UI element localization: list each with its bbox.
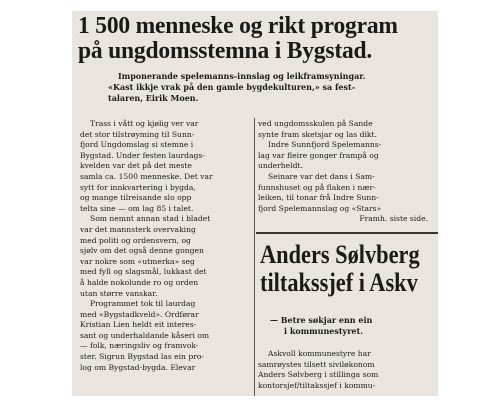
article-signature: Framh. siste side. <box>359 214 428 224</box>
body-line: sytt for innkvartering i bygda, <box>80 182 196 192</box>
headline-line: tiltakssjef i Askv <box>260 268 418 297</box>
deck-line: i kommunestyret. <box>284 326 363 336</box>
second-article-column <box>258 349 436 391</box>
article-deck <box>108 71 434 104</box>
body-line: Kristian Lien heldt eit interes- <box>80 320 197 330</box>
body-line: sjølv om det også denne gongen <box>80 246 204 256</box>
body-line: og mange tilreisande slo opp <box>80 193 192 203</box>
headline-line: Anders Sølvberg <box>260 240 420 269</box>
body-line: ster. Sigrun Bygstad las ein pro- <box>80 352 204 362</box>
deck-line: Imponerande spelemanns-innslag og leikframsyningar. <box>118 71 366 81</box>
deck-line: «Kast ikkje vrak på den gamle bygdekulturen,» sa fest- <box>108 82 356 92</box>
body-line: telta sine — om lag 85 i talet. <box>80 203 194 213</box>
right-column <box>258 119 436 225</box>
deck-line: talaren, Eirik Moen. <box>108 93 199 103</box>
body-line: kontorsjef/tiltakssjef i kommu- <box>258 380 376 390</box>
article-separator <box>256 232 438 234</box>
body-line: det stor tilstrøyming til Sunn- <box>80 129 195 139</box>
body-line: med politi og ordensvern, og <box>80 235 191 245</box>
body-line: sant og underhaldande kåseri om <box>80 330 210 340</box>
body-line: samla ca. 1500 menneske. Det var <box>80 171 213 181</box>
body-line: log om Bygstad-bygda. Elevar <box>80 362 196 372</box>
body-line: kvelden var det på det meste <box>80 161 192 171</box>
left-column <box>80 119 252 373</box>
body-line: leiken, til tonar frå Indre Sunn- <box>258 193 379 203</box>
body-line: ved ungdomsskulen på Sande <box>258 119 373 128</box>
body-line: samrøystes tilsett siviløkonom <box>258 359 375 369</box>
second-article-headline <box>260 241 432 297</box>
body-line: var nokre som «utmerka» seg <box>80 256 195 266</box>
body-line: å halde nokolunde ro og orden <box>80 277 199 287</box>
body-line: fjord Spelemannslag og «Stars» <box>258 203 382 213</box>
column-divider <box>254 118 255 396</box>
body-line: Trass i vått og kjølig ver var <box>90 119 199 128</box>
second-article-deck <box>270 315 438 337</box>
body-line: — folk, næringsliv og framvok- <box>80 341 199 351</box>
body-line: Som nemnt annan stad i bladet <box>90 214 211 224</box>
body-line: Bygstad. Under festen laurdags- <box>80 150 205 160</box>
article-headline <box>78 13 420 63</box>
body-line: var det mannsterk overvaking <box>80 224 196 234</box>
body-line: lag var fleire gonger frampå og <box>258 150 379 160</box>
body-line: med fyll og slagsmål, lukkast det <box>80 267 207 277</box>
headline-line: 1 500 menneske og rikt program <box>78 12 398 39</box>
body-line: underheldt. <box>258 161 303 171</box>
body-line: Seinare var det dans i Sam- <box>268 171 375 181</box>
newspaper-clipping <box>72 11 438 396</box>
body-line: funnshuset og på flaken i nær- <box>258 182 376 192</box>
body-line: Indre Sunnfjord Spelemanns- <box>268 140 382 150</box>
headline-line: på ungdomsstemna i Bygstad. <box>78 37 373 64</box>
body-line: synte fram sketsjar og las dikt. <box>258 129 377 139</box>
deck-line: — Betre søkjar enn ein <box>270 315 373 325</box>
body-line: utan større vanskar. <box>80 288 158 298</box>
body-line: Programmet tok til laurdag <box>90 299 196 309</box>
body-line: med «Bygstadkveld». Ordførar <box>80 309 199 319</box>
body-line: Anders Sølvberg i stillinga som <box>258 370 379 380</box>
body-line: Askvoll kommunestyre har <box>268 349 371 358</box>
body-line: fjord Ungdomslag si stemne i <box>80 140 194 150</box>
